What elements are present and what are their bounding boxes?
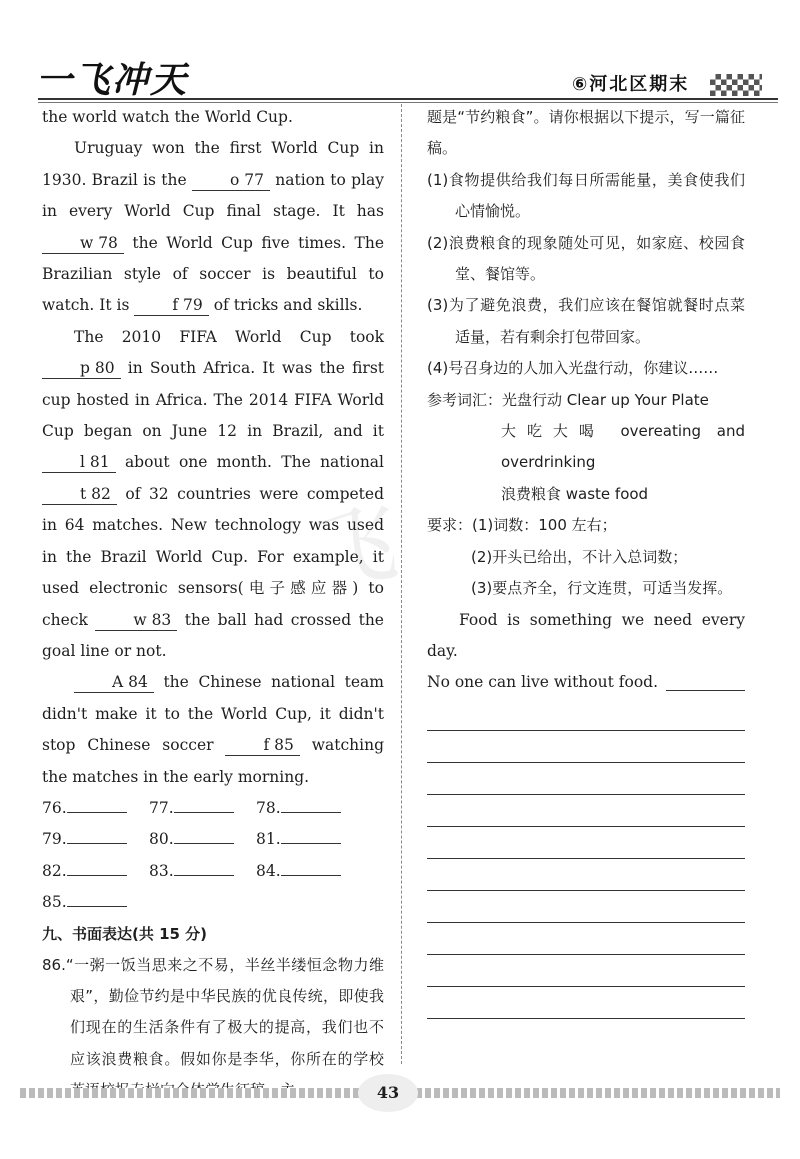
requirement-line: (2)开头已给出，不计入总词数； [471,547,688,566]
answer-77[interactable]: 77. [149,793,256,824]
essay-start-2-row [427,667,745,698]
answer-row [42,793,384,824]
tip-1: (1)食物提供给我们每日所需能量，美食使我们心情愉悦。 [427,170,745,221]
writing-line[interactable] [427,795,745,827]
writing-line[interactable] [666,670,745,691]
right-column [427,102,745,1019]
writing-line[interactable] [427,859,745,891]
essay-start-2: No one can live without food. [427,673,658,692]
question-86: 86.“一粥一饭当思来之不易，半丝半缕恒念物力维艰”，勤俭节约是中华民族的优良传统，即使我们现在的生活条件有了极大的提高，我们也不应该浪费粮食。假如你是李华，你所在的学校 [42,955,384,1068]
answer-76[interactable]: 76. [42,793,149,824]
requirement-line: 要求：(1)词数：100 左右； [427,516,617,535]
blank-78[interactable]: w 78 [42,233,124,254]
answer-81[interactable]: 81. [256,824,363,855]
blank-84[interactable]: A 84 [74,672,154,693]
writing-line[interactable] [427,891,745,923]
writing-line[interactable] [427,699,745,731]
tip-2: (2)浪费粮食的现象随处可见，如家庭、校园食堂、餐馆等。 [427,233,745,284]
left-column [42,102,384,1107]
answer-85[interactable]: 85. [42,887,149,918]
writing-line[interactable] [427,923,745,955]
essay-start-1: Food is something we need every day. [427,610,745,660]
blank-79[interactable]: f 79 [134,295,208,316]
writing-line[interactable] [427,955,745,987]
blank-82[interactable]: t 82 [42,484,117,505]
requirement-line: (3)要点齐全，行文连贯，可适当发挥。 [471,579,733,598]
writing-line[interactable] [427,763,745,795]
vocab-line: 大吃大喝 overeating and overdrinking [501,422,745,472]
answer-80[interactable]: 80. [149,824,256,855]
vocab-line: 浪费粮食 waste food [501,484,649,503]
blank-83[interactable]: w 83 [95,610,177,631]
prompt-continuation: 题是“节约粮食”。请你根据以下提示，写一篇征稿。 [427,108,745,158]
answer-row [42,856,384,887]
blank-80[interactable]: p 80 [42,358,121,379]
answer-82[interactable]: 82. [42,856,149,887]
vocab-line: 参考词汇：光盘行动 Clear up Your Plate [427,390,709,409]
brand-logo: 一飞冲天 [36,60,189,101]
answer-78[interactable]: 78. [256,793,363,824]
passage-paragraph-3: A 84 the Chinese national team didn't make it to the World Cup, it didn't stop Chinese soccer f 85 watching the matches in the early morning. [42,673,385,786]
answer-row [42,887,384,918]
checker-decoration [710,74,762,96]
series-label: ⑥河北区期末 [572,74,690,95]
answer-row [42,824,384,855]
blank-77[interactable]: o 77 [192,170,270,191]
watermark: 飞 [288,489,407,617]
tip-3: (3)为了避免浪费，我们应该在餐馆就餐时点菜适量，若有剩余打包带回家。 [427,296,745,346]
blank-81[interactable]: l 81 [42,452,116,473]
writing-line[interactable] [427,827,745,859]
answer-79[interactable]: 79. [42,824,149,855]
blank-85[interactable]: f 85 [225,735,299,756]
answer-83[interactable]: 83. [149,856,256,887]
writing-line[interactable] [427,987,745,1019]
page-number: 43 [358,1074,418,1112]
passage-line: the world watch the World Cup. [42,108,293,126]
writing-line[interactable] [427,731,745,763]
section-heading: 九、书面表达(共 15 分) [42,924,208,943]
passage-paragraph-1: Uruguay won the first World Cup in 1930. Brazil is the o 77 nation to play in every World Cup final stage. It has w 78 the World Cup five times. The Brazilian style of soccer is beautiful to watch. It is f 79 of tricks and skills. [42,139,384,315]
tip-4: (4)号召身边的人加入光盘行动，你建议…… [427,359,719,378]
passage-paragraph-2: The 2010 FIFA World Cup took p 80 in South Africa. It was the first cup hosted in Africa. The 2014 FIFA World Cup began on June 12 in Brazil, and it l 81 about one month. The national t 82 of 32 countries were competed in 64 matches. New technology was used in the Brazil World Cup. For example, it used electronic sensors(电子感应器) to check w 83 the ball had crossed the goal line or not. [42,327,384,660]
answer-84[interactable]: 84. [256,856,363,887]
header-rule [38,98,778,100]
